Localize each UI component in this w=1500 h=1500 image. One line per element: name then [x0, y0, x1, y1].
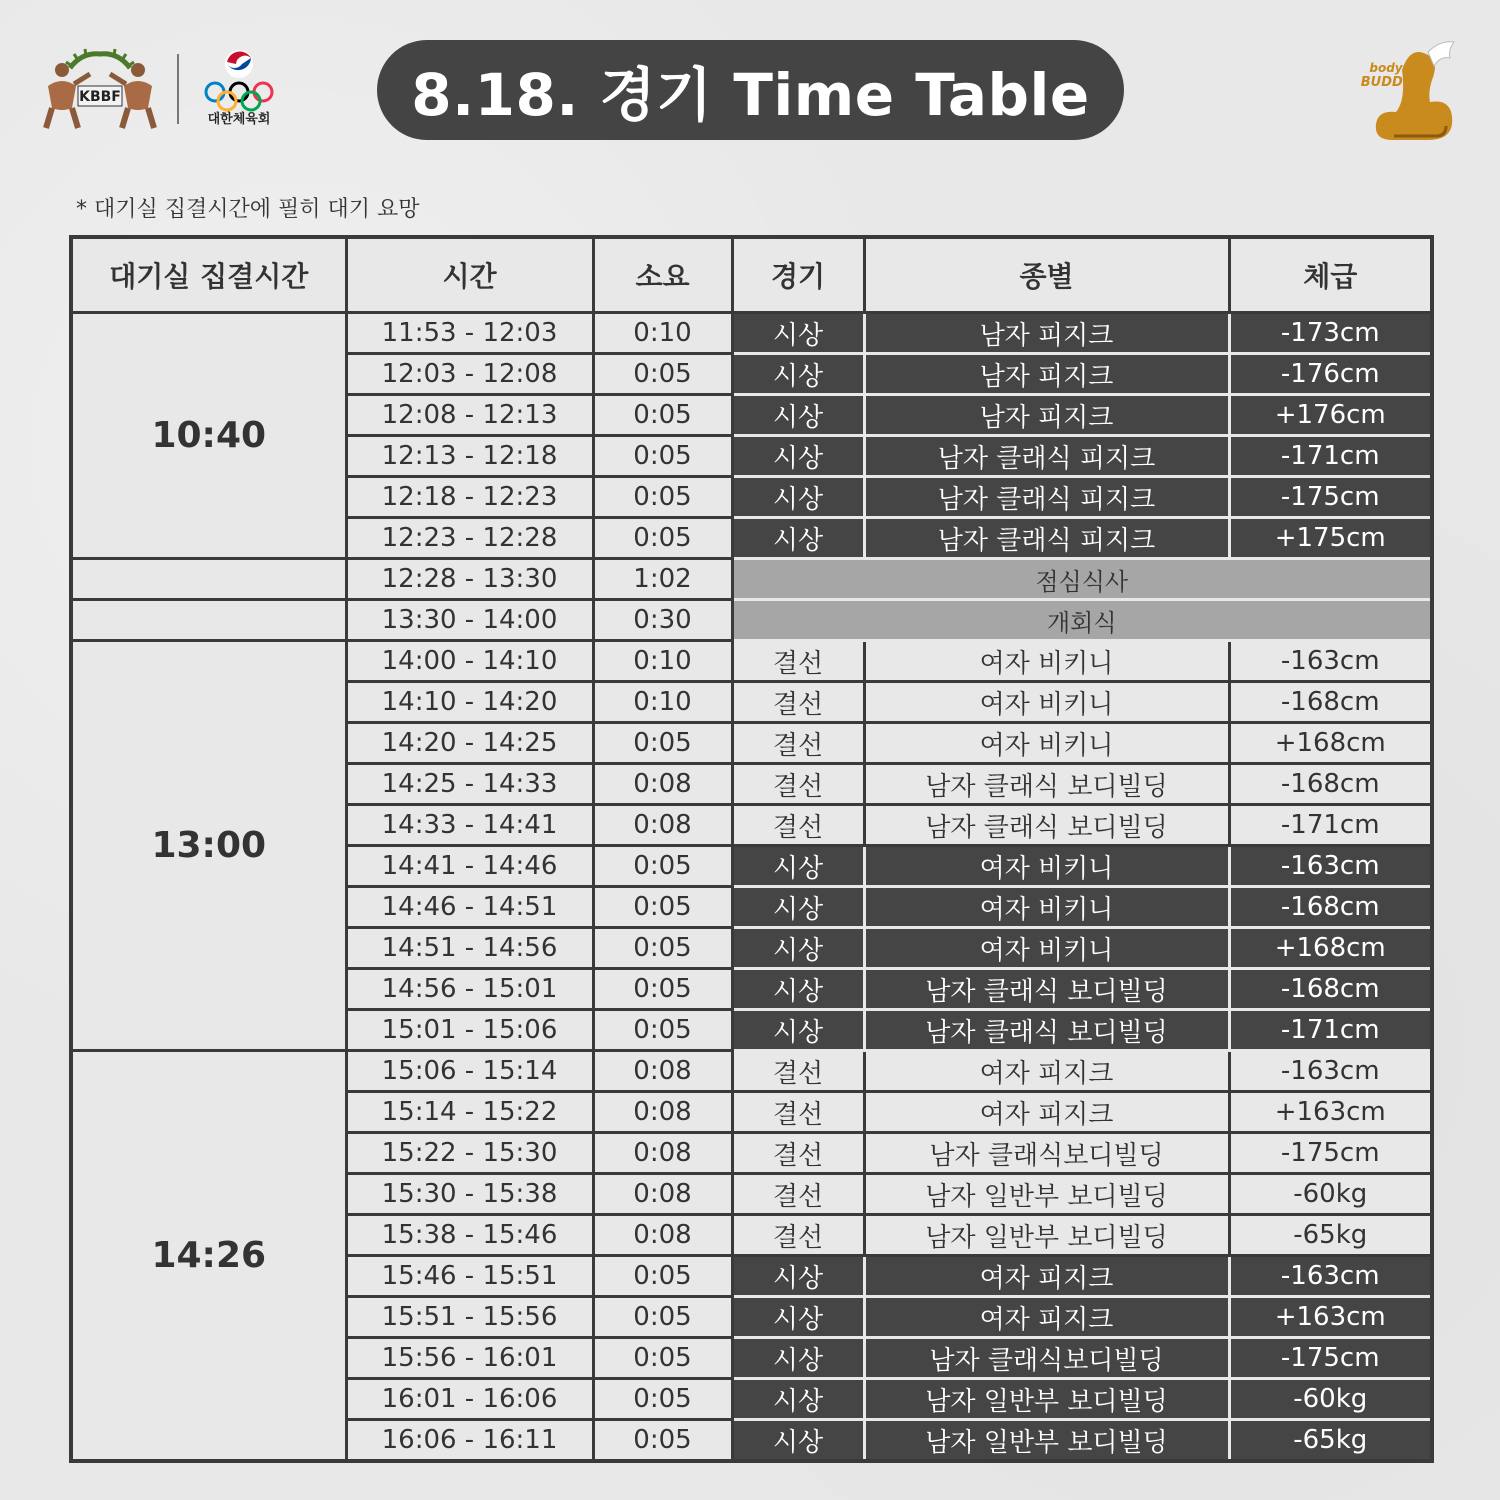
duration-cell: 0:05: [593, 354, 732, 395]
category-cell: 여자 비키니: [864, 887, 1229, 928]
category-cell: 남자 일반부 보디빌딩: [864, 1215, 1229, 1256]
weight-class-cell: -168cm: [1229, 764, 1432, 805]
weight-class-cell: -171cm: [1229, 436, 1432, 477]
category-cell: 여자 피지크: [864, 1051, 1229, 1092]
weight-class-cell: -171cm: [1229, 805, 1432, 846]
time-cell: 15:30 - 15:38: [346, 1174, 593, 1215]
duration-cell: 0:05: [593, 969, 732, 1010]
time-cell: 16:06 - 16:11: [346, 1420, 593, 1462]
assembly-note: * 대기실 집결시간에 필히 대기 요망: [76, 197, 420, 222]
weight-class-cell: -175cm: [1229, 1338, 1432, 1379]
duration-cell: 0:08: [593, 1215, 732, 1256]
round-cell: 결선: [732, 1215, 864, 1256]
round-cell: 시상: [732, 928, 864, 969]
time-cell: 15:46 - 15:51: [346, 1256, 593, 1297]
time-cell: 14:46 - 14:51: [346, 887, 593, 928]
round-cell: 결선: [732, 1174, 864, 1215]
round-cell: 시상: [732, 518, 864, 559]
assembly-time-cell: 14:26: [71, 1051, 346, 1462]
category-cell: 남자 일반부 보디빌딩: [864, 1420, 1229, 1462]
duration-cell: 0:10: [593, 641, 732, 682]
weight-class-cell: -171cm: [1229, 1010, 1432, 1051]
table-header-row: [71, 237, 1432, 313]
header-time: 시간: [346, 237, 593, 313]
assembly-time-cell: 10:40: [71, 313, 346, 559]
category-cell: 여자 비키니: [864, 846, 1229, 887]
event-cell: 점심식사: [732, 559, 1432, 600]
weight-class-cell: -163cm: [1229, 846, 1432, 887]
schedule-table: [69, 235, 1434, 1463]
kbbf-logo-text: KBBF: [79, 89, 121, 105]
weight-class-cell: -175cm: [1229, 477, 1432, 518]
category-cell: 여자 비키니: [864, 723, 1229, 764]
time-cell: 14:51 - 14:56: [346, 928, 593, 969]
kbbf-logo-icon: [38, 46, 162, 132]
time-cell: 11:53 - 12:03: [346, 313, 593, 354]
time-cell: 12:03 - 12:08: [346, 354, 593, 395]
weight-class-cell: -65kg: [1229, 1215, 1432, 1256]
time-cell: 15:22 - 15:30: [346, 1133, 593, 1174]
table-row: [71, 559, 1432, 600]
round-cell: 시상: [732, 887, 864, 928]
category-cell: 남자 클래식보디빌딩: [864, 1338, 1229, 1379]
weight-class-cell: -163cm: [1229, 1051, 1432, 1092]
duration-cell: 1:02: [593, 559, 732, 600]
time-cell: 14:00 - 14:10: [346, 641, 593, 682]
weight-class-cell: -173cm: [1229, 313, 1432, 354]
category-cell: 여자 비키니: [864, 682, 1229, 723]
body-buddy-logo-icon: [1358, 40, 1462, 146]
weight-class-cell: +176cm: [1229, 395, 1432, 436]
time-cell: 15:56 - 16:01: [346, 1338, 593, 1379]
weight-class-cell: -163cm: [1229, 1256, 1432, 1297]
time-cell: 13:30 - 14:00: [346, 600, 593, 641]
table-row: [71, 313, 1432, 354]
round-cell: 시상: [732, 1297, 864, 1338]
time-cell: 14:56 - 15:01: [346, 969, 593, 1010]
time-cell: 12:08 - 12:13: [346, 395, 593, 436]
round-cell: 시상: [732, 354, 864, 395]
time-cell: 14:33 - 14:41: [346, 805, 593, 846]
duration-cell: 0:05: [593, 1379, 732, 1420]
korea-sport-text: 대한체육회: [207, 112, 271, 127]
category-cell: 남자 클래식 피지크: [864, 477, 1229, 518]
category-cell: 남자 피지크: [864, 395, 1229, 436]
round-cell: 시상: [732, 477, 864, 518]
weight-class-cell: +168cm: [1229, 723, 1432, 764]
assembly-time-cell: 13:00: [71, 641, 346, 1051]
time-cell: 14:25 - 14:33: [346, 764, 593, 805]
round-cell: 결선: [732, 805, 864, 846]
time-cell: 16:01 - 16:06: [346, 1379, 593, 1420]
duration-cell: 0:05: [593, 1420, 732, 1462]
time-cell: 12:13 - 12:18: [346, 436, 593, 477]
header-weight-class: 체급: [1229, 237, 1432, 313]
duration-cell: 0:05: [593, 1010, 732, 1051]
round-cell: 시상: [732, 1256, 864, 1297]
table-row: [71, 1051, 1432, 1092]
event-cell: 개회식: [732, 600, 1432, 641]
round-cell: 결선: [732, 1133, 864, 1174]
category-cell: 남자 클래식 보디빌딩: [864, 1010, 1229, 1051]
duration-cell: 0:30: [593, 600, 732, 641]
round-cell: 시상: [732, 313, 864, 354]
table-row: [71, 641, 1432, 682]
duration-cell: 0:08: [593, 805, 732, 846]
header-round: 경기: [732, 237, 864, 313]
round-cell: 결선: [732, 1051, 864, 1092]
round-cell: 결선: [732, 682, 864, 723]
duration-cell: 0:05: [593, 887, 732, 928]
category-cell: 남자 일반부 보디빌딩: [864, 1379, 1229, 1420]
category-cell: 남자 클래식보디빌딩: [864, 1133, 1229, 1174]
duration-cell: 0:05: [593, 928, 732, 969]
time-cell: 15:51 - 15:56: [346, 1297, 593, 1338]
time-cell: 12:28 - 13:30: [346, 559, 593, 600]
weight-class-cell: -163cm: [1229, 641, 1432, 682]
duration-cell: 0:08: [593, 1133, 732, 1174]
buddy-logo-text-buddy: BUDDY: [1360, 75, 1412, 90]
round-cell: 시상: [732, 846, 864, 887]
category-cell: 여자 피지크: [864, 1297, 1229, 1338]
duration-cell: 0:05: [593, 846, 732, 887]
category-cell: 남자 클래식 보디빌딩: [864, 805, 1229, 846]
weight-class-cell: -60kg: [1229, 1174, 1432, 1215]
duration-cell: 0:05: [593, 518, 732, 559]
round-cell: 시상: [732, 1010, 864, 1051]
round-cell: 결선: [732, 1092, 864, 1133]
duration-cell: 0:08: [593, 1092, 732, 1133]
time-cell: 14:10 - 14:20: [346, 682, 593, 723]
duration-cell: 0:05: [593, 723, 732, 764]
duration-cell: 0:10: [593, 682, 732, 723]
assembly-time-cell: [71, 600, 346, 641]
weight-class-cell: -176cm: [1229, 354, 1432, 395]
weight-class-cell: +168cm: [1229, 928, 1432, 969]
category-cell: 여자 비키니: [864, 928, 1229, 969]
weight-class-cell: -168cm: [1229, 969, 1432, 1010]
category-cell: 남자 피지크: [864, 354, 1229, 395]
time-cell: 14:41 - 14:46: [346, 846, 593, 887]
logo-divider: [177, 54, 179, 124]
duration-cell: 0:08: [593, 764, 732, 805]
time-cell: 15:38 - 15:46: [346, 1215, 593, 1256]
duration-cell: 0:08: [593, 1051, 732, 1092]
time-cell: 14:20 - 14:25: [346, 723, 593, 764]
duration-cell: 0:05: [593, 1338, 732, 1379]
duration-cell: 0:08: [593, 1174, 732, 1215]
weight-class-cell: -168cm: [1229, 682, 1432, 723]
table-row: [71, 600, 1432, 641]
page-title: 8.18. 경기 Time Table: [377, 40, 1124, 140]
header-assembly-time: 대기실 집결시간: [71, 237, 346, 313]
weight-class-cell: +163cm: [1229, 1092, 1432, 1133]
buddy-logo-text-body: body: [1369, 61, 1403, 75]
category-cell: 여자 비키니: [864, 641, 1229, 682]
duration-cell: 0:05: [593, 477, 732, 518]
time-cell: 15:14 - 15:22: [346, 1092, 593, 1133]
round-cell: 결선: [732, 723, 864, 764]
time-cell: 15:06 - 15:14: [346, 1051, 593, 1092]
assembly-time-cell: [71, 559, 346, 600]
weight-class-cell: +175cm: [1229, 518, 1432, 559]
round-cell: 결선: [732, 641, 864, 682]
header-duration: 소요: [593, 237, 732, 313]
category-cell: 남자 피지크: [864, 313, 1229, 354]
time-cell: 12:18 - 12:23: [346, 477, 593, 518]
category-cell: 남자 클래식 피지크: [864, 436, 1229, 477]
duration-cell: 0:05: [593, 395, 732, 436]
time-cell: 15:01 - 15:06: [346, 1010, 593, 1051]
duration-cell: 0:10: [593, 313, 732, 354]
weight-class-cell: +163cm: [1229, 1297, 1432, 1338]
round-cell: 시상: [732, 436, 864, 477]
round-cell: 시상: [732, 1338, 864, 1379]
round-cell: 시상: [732, 1420, 864, 1462]
duration-cell: 0:05: [593, 436, 732, 477]
time-cell: 12:23 - 12:28: [346, 518, 593, 559]
category-cell: 남자 클래식 보디빌딩: [864, 764, 1229, 805]
round-cell: 결선: [732, 764, 864, 805]
header-category: 종별: [864, 237, 1229, 313]
weight-class-cell: -60kg: [1229, 1379, 1432, 1420]
category-cell: 여자 피지크: [864, 1092, 1229, 1133]
schedule-body: [71, 313, 1432, 1462]
round-cell: 시상: [732, 1379, 864, 1420]
duration-cell: 0:05: [593, 1297, 732, 1338]
category-cell: 여자 피지크: [864, 1256, 1229, 1297]
round-cell: 시상: [732, 969, 864, 1010]
duration-cell: 0:05: [593, 1256, 732, 1297]
weight-class-cell: -175cm: [1229, 1133, 1432, 1174]
category-cell: 남자 일반부 보디빌딩: [864, 1174, 1229, 1215]
weight-class-cell: -168cm: [1229, 887, 1432, 928]
round-cell: 시상: [732, 395, 864, 436]
weight-class-cell: -65kg: [1229, 1420, 1432, 1462]
category-cell: 남자 클래식 피지크: [864, 518, 1229, 559]
category-cell: 남자 클래식 보디빌딩: [864, 969, 1229, 1010]
